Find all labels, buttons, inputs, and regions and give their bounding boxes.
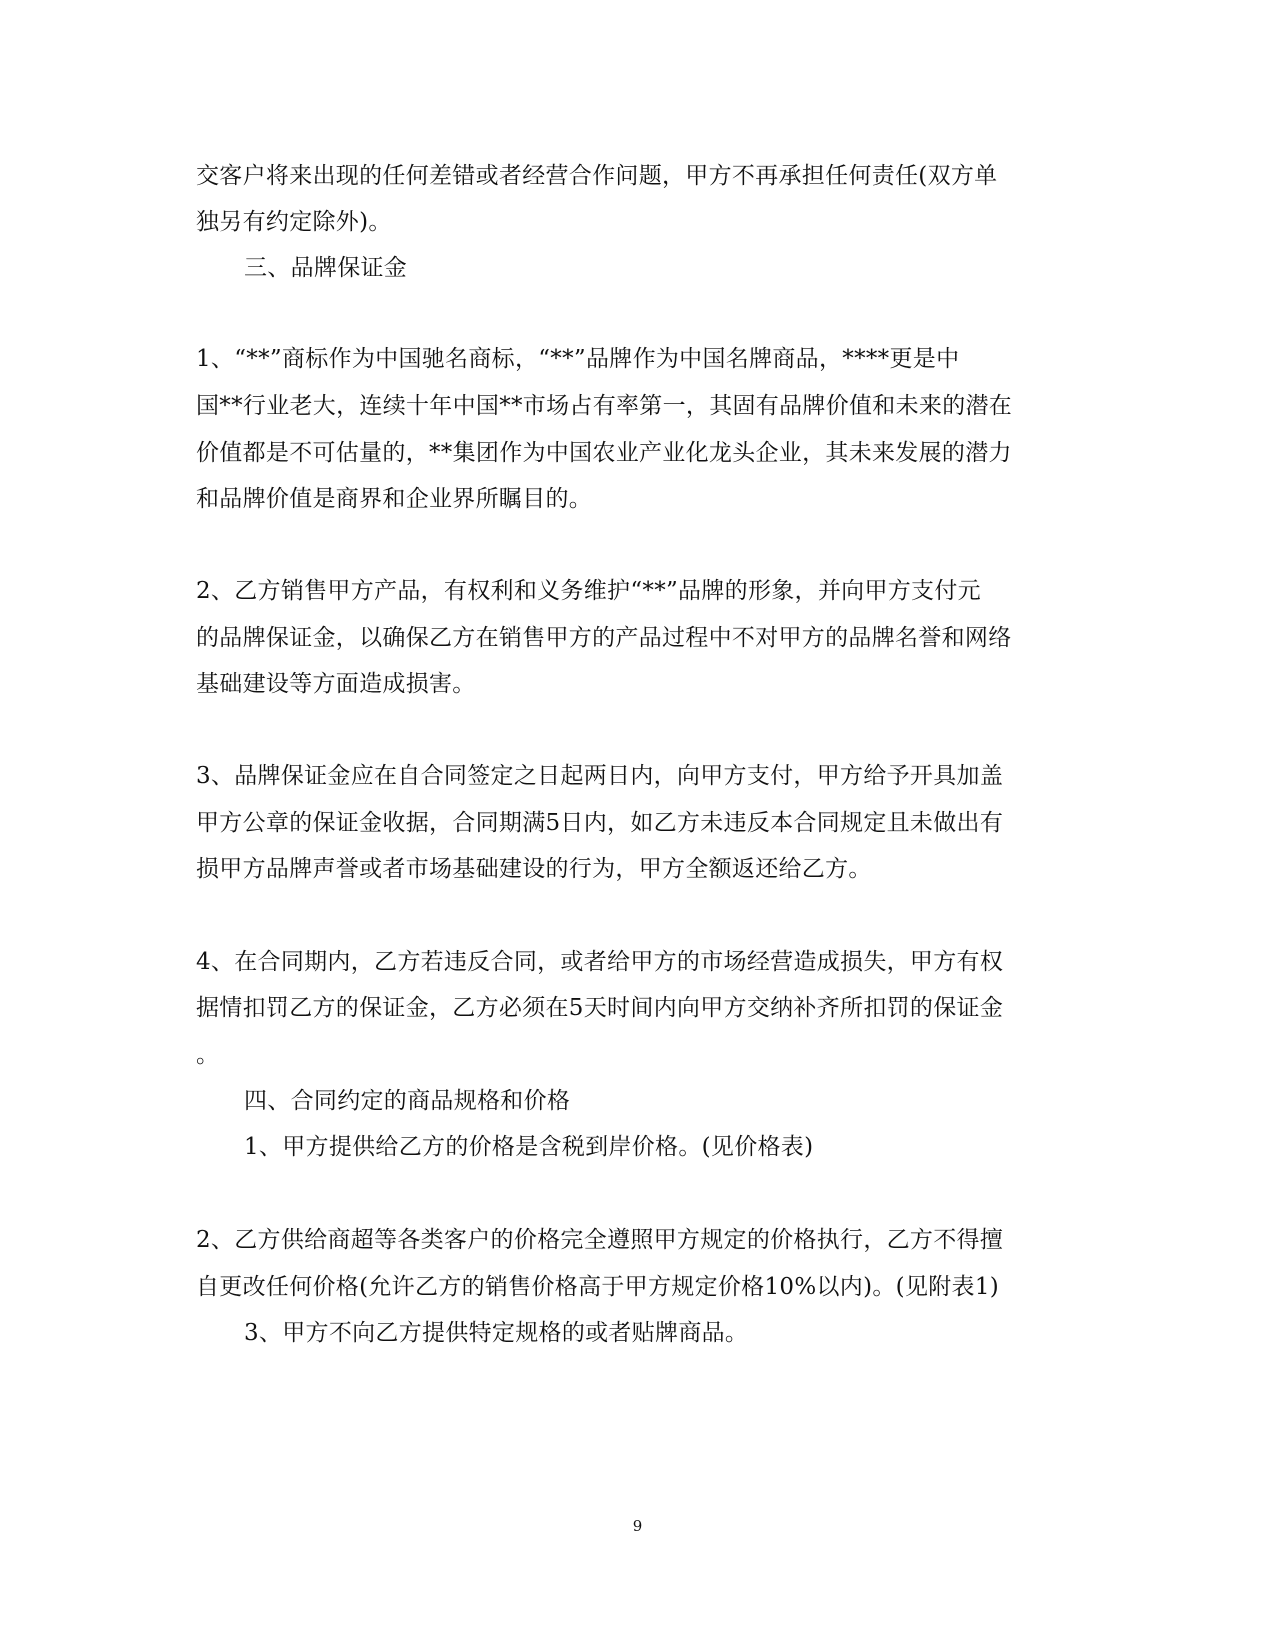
paragraph-line: 2、乙方供给商超等各类客户的价格完全遵照甲方规定的价格执行，乙方不得擅 xyxy=(196,1227,1004,1253)
page-number: 9 xyxy=(632,1517,643,1535)
paragraph-line: 国**行业老大，连续十年中国**市场占有率第一，其固有品牌价值和未来的潜在 xyxy=(196,393,1013,419)
paragraph-line: 3、品牌保证金应在自合同签定之日起两日内，向甲方支付，甲方给予开具加盖 xyxy=(196,763,1004,789)
paragraph-line: 和品牌价值是商界和企业界所瞩目的。 xyxy=(196,486,593,512)
paragraph-line: 独另有约定除外)。 xyxy=(196,209,392,235)
paragraph-line: 价值都是不可估量的，**集团作为中国农业产业化龙头企业，其未来发展的潜力 xyxy=(196,440,1012,466)
section-heading: 四、合同约定的商品规格和价格 xyxy=(244,1088,571,1114)
paragraph-line: 2、乙方销售甲方产品，有权利和义务维护“**”品牌的形象，并向甲方支付元 xyxy=(196,578,981,604)
paragraph-line: 据情扣罚乙方的保证金，乙方必须在5天时间内向甲方交纳补齐所扣罚的保证金 xyxy=(196,995,1004,1021)
paragraph-line: 4、在合同期内，乙方若违反合同，或者给甲方的市场经营造成损失，甲方有权 xyxy=(196,949,1004,975)
paragraph-line: 甲方公章的保证金收据，合同期满5日内，如乙方未违反本合同规定且未做出有 xyxy=(196,810,1004,836)
paragraph-line: 损甲方品牌声誉或者市场基础建设的行为，甲方全额返还给乙方。 xyxy=(196,856,872,882)
paragraph-line: 1、“**”商标作为中国驰名商标，“**”品牌作为中国名牌商品，****更是中 xyxy=(196,346,960,372)
paragraph-line: 自更改任何价格(允许乙方的销售价格高于甲方规定价格10%以内)。(见附表1) xyxy=(196,1274,1000,1300)
section-heading: 三、品牌保证金 xyxy=(244,255,408,281)
paragraph-line: 的品牌保证金，以确保乙方在销售甲方的产品过程中不对甲方的品牌名誉和网络 xyxy=(196,625,1012,651)
paragraph-line: 3、甲方不向乙方提供特定规格的或者贴牌商品。 xyxy=(244,1320,749,1346)
paragraph-line: 。 xyxy=(196,1042,220,1068)
paragraph-line: 基础建设等方面造成损害。 xyxy=(196,671,476,697)
paragraph-line: 1、甲方提供给乙方的价格是含税到岸价格。(见价格表) xyxy=(244,1134,814,1160)
paragraph-line: 交客户将来出现的任何差错或者经营合作问题，甲方不再承担任何责任(双方单 xyxy=(196,163,998,189)
